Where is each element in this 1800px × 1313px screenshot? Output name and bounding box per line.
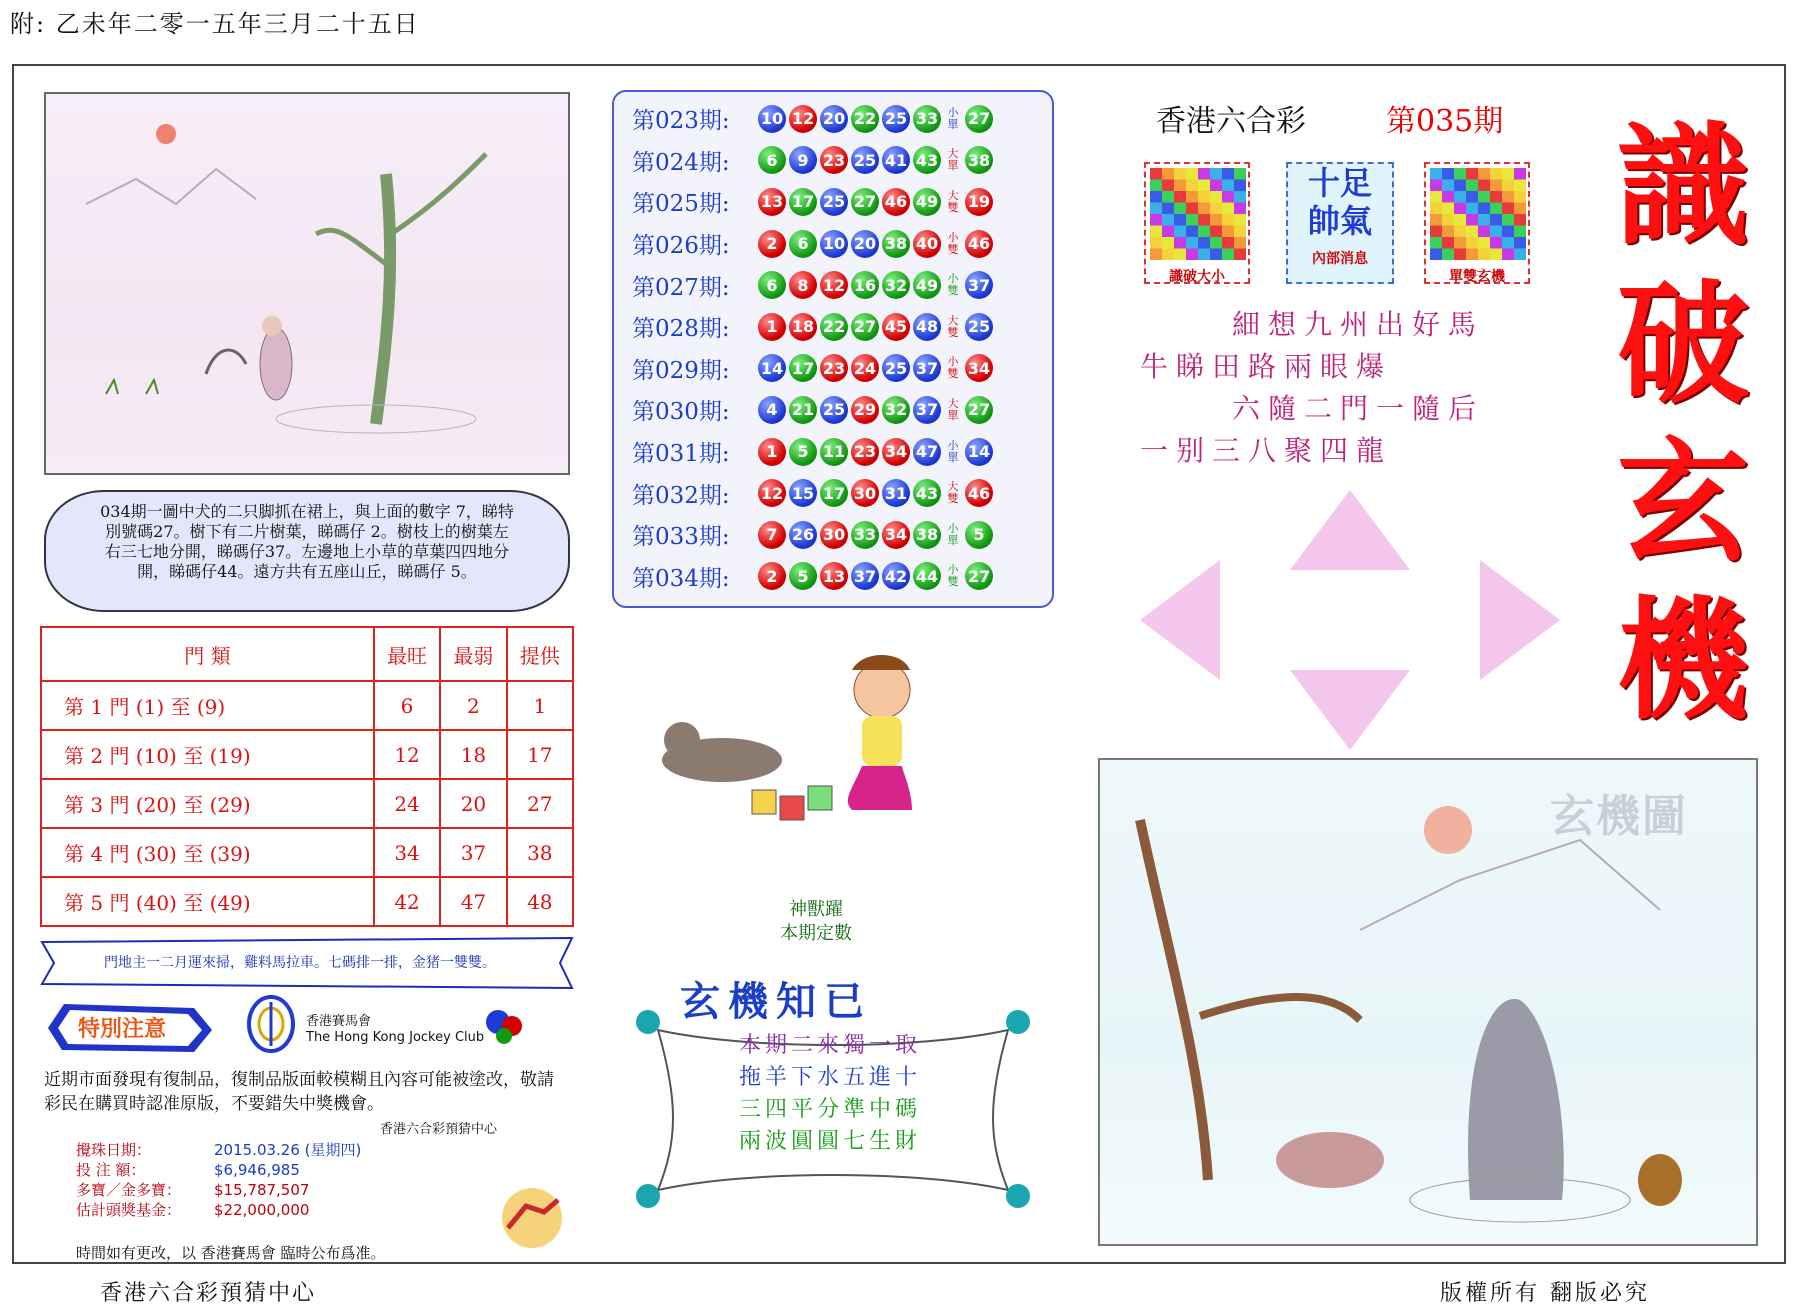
number-ball: 11 xyxy=(820,438,848,466)
chant-line: 拖羊下水五進十 xyxy=(738,1065,921,1090)
table-cell: 27 xyxy=(507,779,573,828)
number-ball: 27 xyxy=(851,313,879,341)
inside-news-line: 十足 xyxy=(1307,164,1372,202)
chant-line: 本期二來獨一取 xyxy=(738,1033,921,1058)
mark-six-logo-icon xyxy=(478,1000,532,1050)
number-ball: 5 xyxy=(789,562,817,590)
hkjc-name-cn: 香港賽馬會 xyxy=(306,1014,372,1029)
number-ball: 20 xyxy=(851,230,879,258)
number-ball: 30 xyxy=(820,521,848,549)
table-cell: 第 3 門 (20) 至 (29) xyxy=(41,779,374,828)
number-ball: 34 xyxy=(882,521,910,549)
inside-news-line: 帥氣 xyxy=(1307,202,1372,240)
number-ball: 13 xyxy=(820,562,848,590)
jackpot-row xyxy=(76,1180,361,1200)
mosaic-caption: 內部消息 xyxy=(1312,251,1368,267)
number-ball: 44 xyxy=(913,562,941,590)
table-cell: 42 xyxy=(374,877,440,926)
number-ball: 26 xyxy=(789,521,817,549)
mosaic-pattern-icon xyxy=(1150,168,1246,260)
table-cell: 第 1 門 (1) 至 (9) xyxy=(41,681,374,730)
number-ball: 9 xyxy=(789,146,817,174)
ifha-trust-mark-icon xyxy=(496,1182,568,1254)
fund-value: $22,000,000 xyxy=(214,1201,310,1219)
draw-row xyxy=(632,556,1038,598)
special-size-parity-tag: 大雙 xyxy=(947,188,959,214)
number-ball: 45 xyxy=(882,313,910,341)
special-size-parity-tag: 小雙 xyxy=(947,563,959,589)
number-ball: 38 xyxy=(882,230,910,258)
number-ball: 37 xyxy=(851,562,879,590)
number-ball: 24 xyxy=(851,354,879,382)
draw-footnote: 時間如有更改，以 香港賽馬會 臨時公布爲准。 xyxy=(76,1244,386,1262)
riddle-picture-label: 玄機圖 xyxy=(1550,791,1688,842)
gate-stats-table xyxy=(40,626,574,927)
main-title-char: 玄 xyxy=(1617,425,1749,580)
number-ball: 42 xyxy=(882,562,910,590)
mosaic-caption: 單雙玄機 xyxy=(1449,269,1505,285)
special-number-ball: 37 xyxy=(965,271,993,299)
boy-cat-illustration xyxy=(612,630,1054,850)
table-header-row xyxy=(41,627,573,681)
number-ball: 21 xyxy=(789,396,817,424)
table-row xyxy=(41,779,573,828)
number-ball: 20 xyxy=(820,105,848,133)
table-cell: 17 xyxy=(507,730,573,779)
number-ball: 15 xyxy=(789,479,817,507)
number-ball: 34 xyxy=(882,438,910,466)
table-row xyxy=(41,730,573,779)
notice-text: 近期市面發現有復制品，復制品版面較模糊且內容可能被塗改，敬請彩民在購買時認准原版，不要錯失中獎機會。 xyxy=(44,1070,554,1114)
chant-line: 三四平分準中碼 xyxy=(738,1097,921,1122)
number-ball: 30 xyxy=(851,479,879,507)
bet-amount-value: $6,946,985 xyxy=(214,1161,300,1179)
brand-title: 香港六合彩 xyxy=(1156,104,1306,139)
draw-issue-label: 第033期: xyxy=(632,524,730,551)
mosaic-box-size xyxy=(1144,162,1250,284)
main-title-char: 機 xyxy=(1617,583,1749,738)
table-cell: 48 xyxy=(507,877,573,926)
table-row xyxy=(41,877,573,926)
number-ball: 43 xyxy=(913,479,941,507)
number-ball: 6 xyxy=(758,146,786,174)
draw-issue-label: 第024期: xyxy=(632,149,730,176)
table-cell: 37 xyxy=(440,828,506,877)
special-size-parity-tag: 小單 xyxy=(947,105,959,131)
draw-row xyxy=(632,181,1038,223)
number-ball: 16 xyxy=(851,271,879,299)
special-number-ball: 27 xyxy=(965,562,993,590)
draw-date-key: 攪珠日期： xyxy=(76,1141,152,1159)
special-number-ball: 19 xyxy=(965,188,993,216)
fund-key: 估計頭獎基金： xyxy=(76,1201,182,1219)
column-header: 最旺 xyxy=(374,627,440,681)
chant-line: 兩波圓圓七生財 xyxy=(738,1129,921,1154)
draw-row xyxy=(632,514,1038,556)
number-ball: 1 xyxy=(758,313,786,341)
special-number-ball: 5 xyxy=(965,521,993,549)
notice-signature: 香港六合彩預猜中心 xyxy=(380,1122,498,1137)
hint-note: 034期一圖中犬的二只脚抓在裙上，與上面的數字 7，睇特別號碼27。樹下有二片樹葉，睇碼仔 2。樹枝上的樹葉左右三七地分開，睇碼仔37。左邊地上小草的草葉四四地分開，睇碼仔44。遠方共有五座山丘，睇碼仔 5。 xyxy=(44,490,570,612)
number-ball: 31 xyxy=(882,479,910,507)
banner-text: 門地主一二月運來掃，雞料馬拉車。七碼排一排，金猪一雙雙。 xyxy=(104,955,496,971)
table-row xyxy=(41,828,573,877)
number-ball: 43 xyxy=(913,146,941,174)
chant-title: 玄機知已 xyxy=(680,978,872,1025)
jackpot-key: 多寶／金多寶： xyxy=(76,1181,182,1199)
special-number-ball: 27 xyxy=(965,396,993,424)
table-cell: 第 4 門 (30) 至 (39) xyxy=(41,828,374,877)
poem xyxy=(1140,304,1560,472)
number-ball: 4 xyxy=(758,396,786,424)
special-notice-label: 特別注意 xyxy=(78,1017,167,1042)
table-cell: 24 xyxy=(374,779,440,828)
number-ball: 37 xyxy=(913,354,941,382)
chant-verse xyxy=(700,1030,960,1158)
number-ball: 37 xyxy=(913,396,941,424)
poem-line: 牛睇田路兩眼爆 xyxy=(1140,350,1393,383)
special-number-ball: 38 xyxy=(965,146,993,174)
table-cell: 2 xyxy=(440,681,506,730)
number-ball: 13 xyxy=(758,188,786,216)
bet-amount-row xyxy=(76,1160,361,1180)
number-ball: 22 xyxy=(851,105,879,133)
inside-news-box xyxy=(1286,162,1394,284)
jackpot-value: $15,787,507 xyxy=(214,1181,310,1199)
draw-row xyxy=(632,306,1038,348)
table-cell: 第 5 門 (40) 至 (49) xyxy=(41,877,374,926)
draw-issue-label: 第034期: xyxy=(632,565,730,592)
table-cell: 12 xyxy=(374,730,440,779)
special-number-ball: 46 xyxy=(965,230,993,258)
special-number-ball: 25 xyxy=(965,313,993,341)
number-ball: 47 xyxy=(913,438,941,466)
special-size-parity-tag: 小單 xyxy=(947,521,959,547)
number-ball: 7 xyxy=(758,521,786,549)
special-size-parity-tag: 小單 xyxy=(947,438,959,464)
poem-line: 細想九州出好馬 xyxy=(1232,308,1485,341)
draw-row xyxy=(632,223,1038,265)
footer-copyright: 版權所有 翻版必究 xyxy=(1440,1281,1650,1306)
number-ball: 46 xyxy=(882,188,910,216)
number-ball: 32 xyxy=(882,271,910,299)
draw-row xyxy=(632,348,1038,390)
number-ball: 10 xyxy=(758,105,786,133)
table-cell: 38 xyxy=(507,828,573,877)
table-cell: 6 xyxy=(374,681,440,730)
hkjc-name-en: The Hong Kong Jockey Club xyxy=(306,1030,485,1045)
table-cell: 34 xyxy=(374,828,440,877)
fund-row xyxy=(76,1200,361,1220)
draw-issue-label: 第026期: xyxy=(632,233,730,260)
draw-row xyxy=(632,472,1038,514)
draw-issue-label: 第028期: xyxy=(632,316,730,343)
number-ball: 12 xyxy=(789,105,817,133)
number-ball: 23 xyxy=(851,438,879,466)
draw-row xyxy=(632,389,1038,431)
draw-issue-label: 第031期: xyxy=(632,441,730,468)
draw-row xyxy=(632,98,1038,140)
special-size-parity-tag: 小雙 xyxy=(947,355,959,381)
column-header: 提供 xyxy=(507,627,573,681)
special-size-parity-tag: 大雙 xyxy=(947,480,959,506)
table-cell: 1 xyxy=(507,681,573,730)
main-title xyxy=(1598,108,1768,740)
number-ball: 22 xyxy=(820,313,848,341)
draw-date-row xyxy=(76,1140,361,1160)
special-size-parity-tag: 大單 xyxy=(947,147,959,173)
number-ball: 8 xyxy=(789,271,817,299)
number-ball: 25 xyxy=(820,188,848,216)
number-ball: 18 xyxy=(789,313,817,341)
number-ball: 25 xyxy=(882,105,910,133)
special-size-parity-tag: 小雙 xyxy=(947,272,959,298)
dog-tree-illustration xyxy=(44,92,570,475)
draw-info xyxy=(76,1140,361,1220)
special-number-ball: 27 xyxy=(965,105,993,133)
draw-issue-label: 第025期: xyxy=(632,191,730,218)
table-cell: 18 xyxy=(440,730,506,779)
number-ball: 6 xyxy=(789,230,817,258)
number-ball: 41 xyxy=(882,146,910,174)
special-size-parity-tag: 小雙 xyxy=(947,230,959,256)
special-number-ball: 34 xyxy=(965,354,993,382)
poem-line: 一别三八聚四龍 xyxy=(1140,434,1393,467)
number-ball: 25 xyxy=(820,396,848,424)
number-ball: 32 xyxy=(882,396,910,424)
number-ball: 49 xyxy=(913,188,941,216)
table-cell: 20 xyxy=(440,779,506,828)
special-size-parity-tag: 大雙 xyxy=(947,313,959,339)
footer-organisation: 香港六合彩預猜中心 xyxy=(100,1281,317,1306)
number-ball: 27 xyxy=(851,188,879,216)
number-ball: 25 xyxy=(882,354,910,382)
draw-row xyxy=(632,140,1038,182)
number-ball: 5 xyxy=(789,438,817,466)
draw-issue-label: 第023期: xyxy=(632,108,730,135)
draw-row xyxy=(632,431,1038,473)
number-ball: 12 xyxy=(820,271,848,299)
number-ball: 2 xyxy=(758,562,786,590)
main-title-char: 識 xyxy=(1617,109,1749,264)
draw-history-panel xyxy=(612,90,1054,608)
mosaic-box-parity xyxy=(1424,162,1530,284)
mosaic-caption: 識破大小 xyxy=(1169,269,1225,285)
number-ball: 40 xyxy=(913,230,941,258)
oxen-caption xyxy=(780,898,852,946)
number-ball: 48 xyxy=(913,313,941,341)
number-ball: 17 xyxy=(820,479,848,507)
number-ball: 6 xyxy=(758,271,786,299)
number-ball: 10 xyxy=(820,230,848,258)
draw-date-value: 2015.03.26 (星期四) xyxy=(214,1141,362,1159)
number-ball: 17 xyxy=(789,188,817,216)
oxen-caption-line: 本期定數 xyxy=(780,923,852,944)
number-ball: 29 xyxy=(851,396,879,424)
bet-amount-key: 投 注 額： xyxy=(76,1161,146,1179)
number-ball: 23 xyxy=(820,354,848,382)
special-number-ball: 14 xyxy=(965,438,993,466)
draw-issue-label: 第027期: xyxy=(632,274,730,301)
mosaic-pattern-icon xyxy=(1430,168,1526,260)
number-ball: 2 xyxy=(758,230,786,258)
oxen-caption-line: 神獸躍 xyxy=(789,899,843,920)
hkjc-logo-icon xyxy=(246,994,296,1054)
special-number-ball: 46 xyxy=(965,479,993,507)
number-ball: 33 xyxy=(913,105,941,133)
date-line: 附: 乙未年二零一五年三月二十五日 xyxy=(10,10,420,38)
main-title-char: 破 xyxy=(1617,267,1749,422)
number-ball: 49 xyxy=(913,271,941,299)
number-ball: 33 xyxy=(851,521,879,549)
issue-number: 第035期 xyxy=(1386,104,1504,139)
number-ball: 38 xyxy=(913,521,941,549)
poem-line: 六隨二門一隨后 xyxy=(1232,392,1485,425)
table-cell: 47 xyxy=(440,877,506,926)
special-size-parity-tag: 大單 xyxy=(947,396,959,422)
draw-issue-label: 第030期: xyxy=(632,399,730,426)
draw-issue-label: 第032期: xyxy=(632,482,730,509)
column-header: 最弱 xyxy=(440,627,506,681)
table-row xyxy=(41,681,573,730)
column-header: 門 類 xyxy=(41,627,374,681)
number-ball: 17 xyxy=(789,354,817,382)
draw-row xyxy=(632,264,1038,306)
number-ball: 25 xyxy=(851,146,879,174)
draw-issue-label: 第029期: xyxy=(632,357,730,384)
number-ball: 23 xyxy=(820,146,848,174)
zodiac-diamond-diagram xyxy=(1140,490,1560,750)
table-cell: 第 2 門 (10) 至 (19) xyxy=(41,730,374,779)
number-ball: 1 xyxy=(758,438,786,466)
number-ball: 14 xyxy=(758,354,786,382)
number-ball: 12 xyxy=(758,479,786,507)
